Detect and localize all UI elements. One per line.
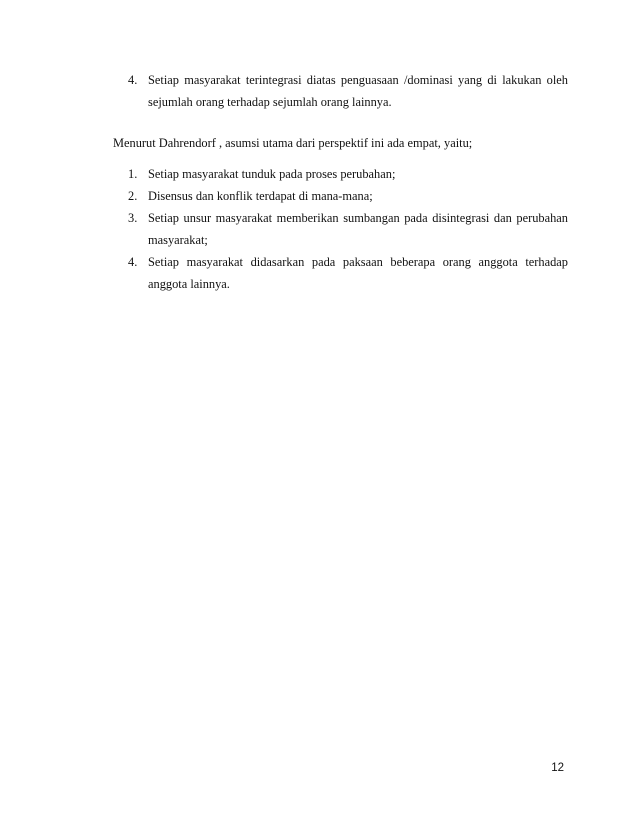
assumptions-list [128, 163, 568, 295]
list-item [128, 69, 568, 113]
list-item-text: Setiap unsur masyarakat memberikan sumbangan pada disintegrasi dan perubahan masyarakat; [148, 211, 568, 247]
list-item-text: Setiap masyarakat terintegrasi diatas penguasaan /dominasi yang di lakukan oleh sejumlah orang terhadap sejumlah orang lainnya. [148, 73, 568, 109]
list-item-text: Disensus dan konflik terdapat di mana-mana; [148, 189, 373, 203]
page-number: 12 [551, 762, 564, 774]
list-item [128, 163, 568, 185]
list-item [128, 207, 568, 251]
continued-numbered-list [128, 69, 568, 113]
list-item-text: Setiap masyarakat didasarkan pada paksaan beberapa orang anggota terhadap anggota lainnya. [148, 255, 568, 291]
intro-paragraph: Menurut Dahrendorf , asumsi utama dari perspektif ini ada empat, yaitu; [113, 136, 473, 150]
list-item-number: 2. [128, 189, 138, 203]
list-item [128, 185, 568, 207]
list-item [128, 251, 568, 295]
list-item-number: 4. [128, 255, 138, 269]
list-item-number: 3. [128, 211, 138, 225]
list-item-text: Setiap masyarakat tunduk pada proses perubahan; [148, 167, 396, 181]
list-item-number: 1. [128, 167, 138, 181]
list-item-number: 4. [128, 73, 138, 87]
